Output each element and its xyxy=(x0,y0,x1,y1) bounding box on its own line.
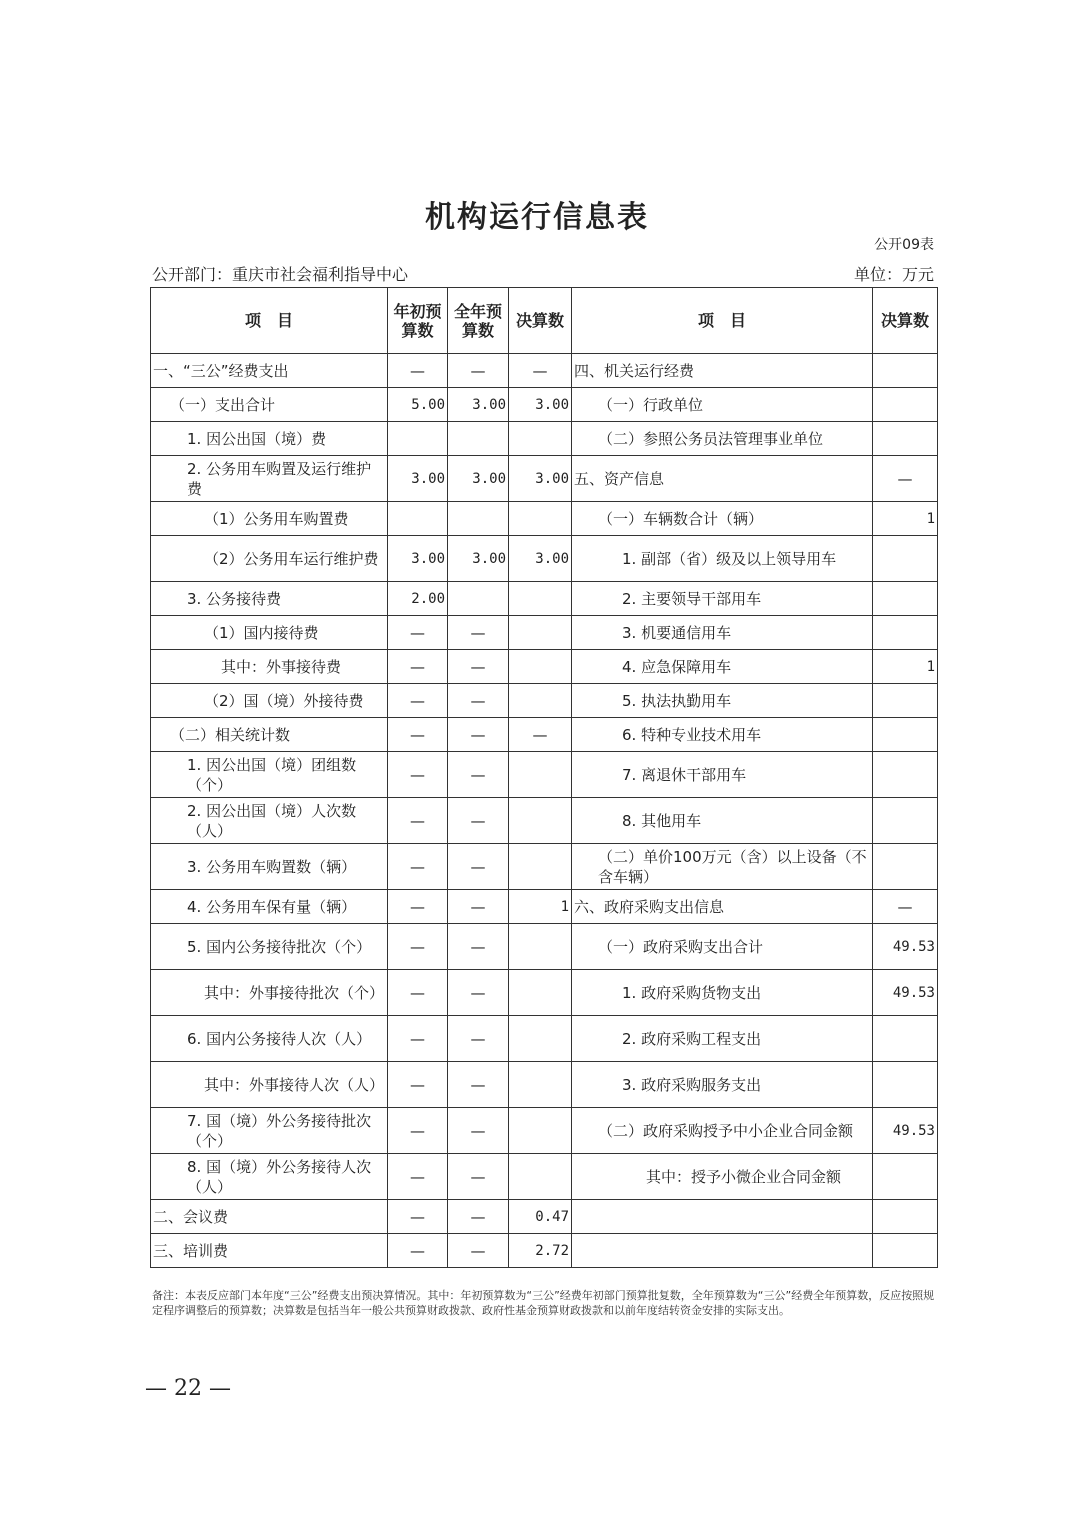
row-value-b2: — xyxy=(448,924,509,970)
row-item-label: （二）相关统计数 xyxy=(151,718,388,752)
table-row xyxy=(151,650,938,684)
row-item-label: 三、培训费 xyxy=(151,1234,388,1268)
row-value-b2: 3.00 xyxy=(448,388,509,422)
row-value-b3 xyxy=(509,924,572,970)
row-item-label: 6. 国内公务接待人次（人） xyxy=(151,1016,388,1062)
header-final-amount-right: 决算数 xyxy=(873,288,938,354)
header-full-year-budget: 全年预算数 xyxy=(448,288,509,354)
table-row xyxy=(151,456,938,502)
page-number: — 22 — xyxy=(145,1376,231,1401)
row-value-right xyxy=(873,582,938,616)
row-value-b2: — xyxy=(448,650,509,684)
row-value-b3: — xyxy=(509,718,572,752)
table-row xyxy=(151,616,938,650)
row-value-b2 xyxy=(448,422,509,456)
row-value-b1: — xyxy=(388,1108,448,1154)
row-value-b3: 3.00 xyxy=(509,536,572,582)
row-item-label: 5. 国内公务接待批次（个） xyxy=(151,924,388,970)
row-item-right-label: 四、机关运行经费 xyxy=(572,354,873,388)
table-row xyxy=(151,1016,938,1062)
row-value-b2: — xyxy=(448,890,509,924)
row-item-right-label: （一）车辆数合计（辆） xyxy=(572,502,873,536)
row-value-b3 xyxy=(509,752,572,798)
row-value-b1: — xyxy=(388,1234,448,1268)
unit-label: 单位：万元 xyxy=(853,265,934,284)
row-item-right-label: （一）行政单位 xyxy=(572,388,873,422)
row-value-b2: 3.00 xyxy=(448,536,509,582)
table-row xyxy=(151,1154,938,1200)
row-item-right-label: （二）政府采购授予中小企业合同金额 xyxy=(572,1108,873,1154)
row-value-right: 49.53 xyxy=(873,1108,938,1154)
row-item-label: 3. 公务用车购置数（辆） xyxy=(151,844,388,890)
row-value-right xyxy=(873,422,938,456)
row-value-b3 xyxy=(509,1062,572,1108)
row-value-b2: — xyxy=(448,354,509,388)
page-title: 机构运行信息表 xyxy=(425,200,649,235)
row-value-b3 xyxy=(509,970,572,1016)
header-initial-budget: 年初预算数 xyxy=(388,288,448,354)
row-value-right xyxy=(873,536,938,582)
row-item-right-label: 3. 机要通信用车 xyxy=(572,616,873,650)
row-value-right xyxy=(873,718,938,752)
row-value-b1: — xyxy=(388,718,448,752)
row-item-right-label: 6. 特种专业技术用车 xyxy=(572,718,873,752)
row-value-b1: 3.00 xyxy=(388,456,448,502)
row-value-b1: 2.00 xyxy=(388,582,448,616)
row-value-right: 49.53 xyxy=(873,924,938,970)
row-item-right-label xyxy=(572,1200,873,1234)
row-item-label: 2. 因公出国（境）人次数（人） xyxy=(151,798,388,844)
row-value-b1: — xyxy=(388,798,448,844)
row-value-b3: 2.72 xyxy=(509,1234,572,1268)
row-value-b2: — xyxy=(448,1062,509,1108)
table-row xyxy=(151,1108,938,1154)
row-value-b3 xyxy=(509,798,572,844)
row-value-right xyxy=(873,752,938,798)
row-item-right-label: 4. 应急保障用车 xyxy=(572,650,873,684)
row-value-right: — xyxy=(873,890,938,924)
table-row xyxy=(151,1200,938,1234)
row-item-right-label: 1. 副部（省）级及以上领导用车 xyxy=(572,536,873,582)
row-value-b1: — xyxy=(388,844,448,890)
row-value-b1: — xyxy=(388,684,448,718)
row-value-b1: 3.00 xyxy=(388,536,448,582)
row-value-b1: — xyxy=(388,650,448,684)
table-row xyxy=(151,354,938,388)
row-item-right-label: 3. 政府采购服务支出 xyxy=(572,1062,873,1108)
row-item-label: 2. 公务用车购置及运行维护费 xyxy=(151,456,388,502)
header-item-left: 项 目 xyxy=(151,288,388,354)
row-value-b1: — xyxy=(388,1154,448,1200)
row-value-right: 49.53 xyxy=(873,970,938,1016)
table-row xyxy=(151,1234,938,1268)
row-value-b1: — xyxy=(388,970,448,1016)
row-value-b3: 1 xyxy=(509,890,572,924)
row-value-b1: — xyxy=(388,1200,448,1234)
row-item-right-label: 5. 执法执勤用车 xyxy=(572,684,873,718)
row-value-b3 xyxy=(509,1154,572,1200)
row-value-right xyxy=(873,1154,938,1200)
row-value-right xyxy=(873,388,938,422)
row-value-b3 xyxy=(509,502,572,536)
row-item-label: （一）支出合计 xyxy=(151,388,388,422)
row-value-b2: 3.00 xyxy=(448,456,509,502)
row-value-right xyxy=(873,798,938,844)
row-value-b2: — xyxy=(448,844,509,890)
row-item-right-label: 7. 离退休干部用车 xyxy=(572,752,873,798)
row-value-b1: 5.00 xyxy=(388,388,448,422)
table-row xyxy=(151,844,938,890)
row-item-right-label: 五、资产信息 xyxy=(572,456,873,502)
table-row xyxy=(151,890,938,924)
row-item-label: （2）公务用车运行维护费 xyxy=(151,536,388,582)
row-value-b1: — xyxy=(388,354,448,388)
row-item-label: （1）国内接待费 xyxy=(151,616,388,650)
row-value-b3 xyxy=(509,582,572,616)
row-value-b3 xyxy=(509,422,572,456)
row-item-label: 二、会议费 xyxy=(151,1200,388,1234)
table-row xyxy=(151,718,938,752)
row-value-right: 1 xyxy=(873,502,938,536)
row-item-right-label: 1. 政府采购货物支出 xyxy=(572,970,873,1016)
table-row xyxy=(151,536,938,582)
row-item-label: 其中：外事接待批次（个） xyxy=(151,970,388,1016)
table-row xyxy=(151,752,938,798)
row-value-b2: — xyxy=(448,970,509,1016)
department-label: 公开部门：重庆市社会福利指导中心 xyxy=(152,265,409,284)
row-item-label: 其中：外事接待人次（人） xyxy=(151,1062,388,1108)
row-item-right-label: 六、政府采购支出信息 xyxy=(572,890,873,924)
table-row xyxy=(151,798,938,844)
row-value-right xyxy=(873,1062,938,1108)
row-value-b2: — xyxy=(448,1108,509,1154)
row-value-b1: — xyxy=(388,890,448,924)
row-value-b1: — xyxy=(388,1062,448,1108)
row-value-right: — xyxy=(873,456,938,502)
row-item-label: 一、“三公”经费支出 xyxy=(151,354,388,388)
table-row xyxy=(151,388,938,422)
form-code: 公开09表 xyxy=(874,237,934,253)
row-item-label: 其中：外事接待费 xyxy=(151,650,388,684)
row-value-b2: — xyxy=(448,798,509,844)
row-value-b2: — xyxy=(448,616,509,650)
row-item-right-label: 8. 其他用车 xyxy=(572,798,873,844)
row-item-label: 7. 国（境）外公务接待批次（个） xyxy=(151,1108,388,1154)
row-item-right-label xyxy=(572,1234,873,1268)
table-row xyxy=(151,1062,938,1108)
row-item-right-label: （二）单价100万元（含）以上设备（不含车辆） xyxy=(572,844,873,890)
row-value-right xyxy=(873,1200,938,1234)
table-body xyxy=(151,354,938,1268)
row-item-right-label: 2. 政府采购工程支出 xyxy=(572,1016,873,1062)
row-item-label: 1. 因公出国（境）团组数（个） xyxy=(151,752,388,798)
row-item-right-label: 其中：授予小微企业合同金额 xyxy=(572,1154,873,1200)
row-item-label: （2）国（境）外接待费 xyxy=(151,684,388,718)
row-value-b2 xyxy=(448,582,509,616)
row-value-right xyxy=(873,684,938,718)
footnote: 备注：本表反应部门本年度“三公”经费支出预决算情况。其中：年初预算数为“三公”经费年初部门预算批复数，全年预算数为“三公”经费全年预算数，反应按照规定程序调整后的预算数；决算数是包括当年一般公共预算财政拨款、政府性基金预算财政拨款和以前年度结转资金安排的实际支出。 xyxy=(152,1289,935,1317)
row-value-right xyxy=(873,616,938,650)
row-item-label: （1）公务用车购置费 xyxy=(151,502,388,536)
row-value-b2: — xyxy=(448,1154,509,1200)
table-row xyxy=(151,684,938,718)
row-item-label: 1. 因公出国（境）费 xyxy=(151,422,388,456)
row-value-b2: — xyxy=(448,718,509,752)
row-value-b2: — xyxy=(448,1016,509,1062)
row-value-b1: — xyxy=(388,1016,448,1062)
header-final-amount: 决算数 xyxy=(509,288,572,354)
row-value-b3 xyxy=(509,650,572,684)
table-row xyxy=(151,422,938,456)
row-value-b3 xyxy=(509,684,572,718)
row-value-right xyxy=(873,844,938,890)
row-value-right xyxy=(873,354,938,388)
row-value-b3: 0.47 xyxy=(509,1200,572,1234)
row-value-b1: — xyxy=(388,616,448,650)
row-value-b1 xyxy=(388,502,448,536)
row-value-b3 xyxy=(509,616,572,650)
row-value-right xyxy=(873,1016,938,1062)
row-item-label: 8. 国（境）外公务接待人次（人） xyxy=(151,1154,388,1200)
row-item-right-label: 2. 主要领导干部用车 xyxy=(572,582,873,616)
row-value-b3 xyxy=(509,1016,572,1062)
row-value-b3: 3.00 xyxy=(509,456,572,502)
row-value-b2: — xyxy=(448,684,509,718)
table-row xyxy=(151,924,938,970)
row-item-label: 4. 公务用车保有量（辆） xyxy=(151,890,388,924)
table-row xyxy=(151,970,938,1016)
table-row xyxy=(151,582,938,616)
table-row xyxy=(151,502,938,536)
row-value-b1: — xyxy=(388,924,448,970)
row-value-b2: — xyxy=(448,1234,509,1268)
row-item-label: 3. 公务接待费 xyxy=(151,582,388,616)
row-value-b2: — xyxy=(448,1200,509,1234)
row-value-b2 xyxy=(448,502,509,536)
info-table xyxy=(150,287,938,1268)
row-value-b2: — xyxy=(448,752,509,798)
row-value-b3 xyxy=(509,1108,572,1154)
row-value-b1: — xyxy=(388,752,448,798)
header-item-right: 项 目 xyxy=(572,288,873,354)
row-item-right-label: （一）政府采购支出合计 xyxy=(572,924,873,970)
row-value-b3 xyxy=(509,844,572,890)
row-value-right xyxy=(873,1234,938,1268)
row-value-b3: 3.00 xyxy=(509,388,572,422)
row-value-right: 1 xyxy=(873,650,938,684)
row-value-b3: — xyxy=(509,354,572,388)
row-value-b1 xyxy=(388,422,448,456)
row-item-right-label: （二）参照公务员法管理事业单位 xyxy=(572,422,873,456)
